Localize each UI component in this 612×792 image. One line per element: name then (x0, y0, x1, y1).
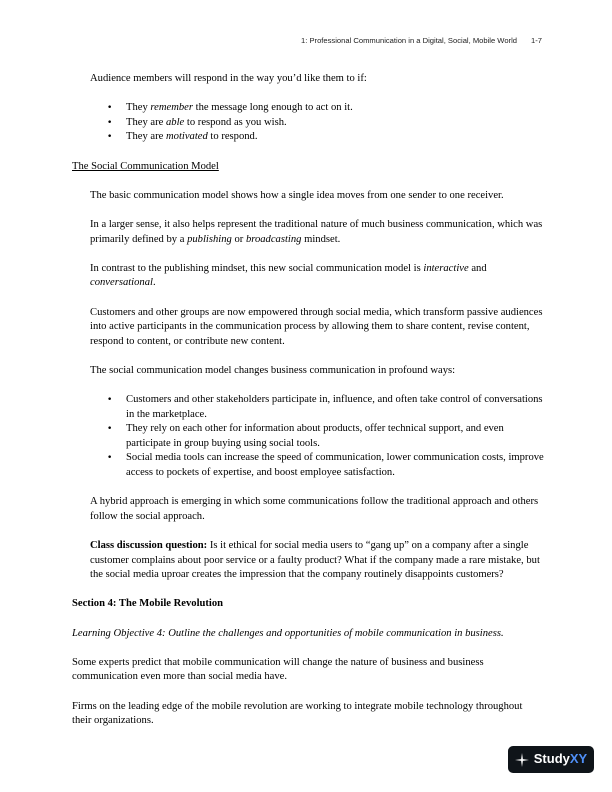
discussion-label: Class discussion question: (90, 540, 208, 551)
list-item: • They rely on each other for information about products, offer technical support, and even participate in group buying using social tools. (90, 422, 544, 451)
paragraph: The basic communication model shows how a single idea moves from one sender to one receiver. (90, 189, 504, 201)
plus-sparkle-icon (515, 753, 529, 767)
list-item: • They are able to respond as you wish. (90, 116, 544, 131)
list-item: • They are motivated to respond. (90, 130, 544, 145)
paragraph: Firms on the leading edge of the mobile revolution are working to integrate mobile technology throughout their organizations. (72, 700, 523, 727)
learning-objective: Learning Objective 4: Outline the challenges and opportunities of mobile communication in business. (72, 627, 504, 639)
paragraph: The social communication model changes business communication in profound ways: (90, 364, 456, 376)
paragraph: In a larger sense, it also helps represent the traditional nature of much business communication, which was primarily defined by a publishing or broadcasting mindset. (90, 218, 543, 245)
list-item: • Customers and other stakeholders participate in, influence, and often take control of conversations in the marketplace. (90, 393, 544, 422)
list-item: • Social media tools can increase the speed of communication, lower communication costs, improve access to pockets of expertise, and boost employee satisfaction. (90, 451, 544, 480)
paragraph: Customers and other groups are now empowered through social media, which transform passive audiences into active participants in the communication process by allowing them to share content, revise content, respond to content, or contribute new content. (90, 306, 543, 347)
page-number: 1-7 (531, 36, 542, 45)
social-model-bullet-list (72, 393, 544, 481)
page-header (301, 36, 542, 46)
document-body (72, 72, 544, 743)
list-item: • They remember the message long enough to act on it. (90, 101, 544, 116)
section-heading-social-model: The Social Communication Model (72, 160, 219, 172)
intro-lead: Audience members will respond in the way you’d like them to if: (90, 73, 367, 84)
paragraph: A hybrid approach is emerging in which some communications follow the traditional approach and others follow the social approach. (90, 496, 539, 522)
paragraph: In contrast to the publishing mindset, this new social communication model is interactive and conversational. (90, 262, 487, 289)
brand-wordmark: StudyXY (533, 751, 588, 767)
paragraph: Some experts predict that mobile communication will change the nature of business and business communication even more than social media have. (72, 656, 484, 683)
discussion-question: Class discussion question: Is it ethical for social media users to “gang up” on a company after a single customer complains about poor service or a faulty product? What if the company made a rare mistake, but the social media uproar creates the impression that the company routinely disappoints customers? (90, 540, 540, 581)
intro-bullet-list (72, 101, 544, 145)
studyxy-badge[interactable] (508, 746, 594, 773)
section-heading-mobile: Section 4: The Mobile Revolution (72, 598, 224, 610)
chapter-title: 1: Professional Communication in a Digital, Social, Mobile World (301, 36, 518, 45)
